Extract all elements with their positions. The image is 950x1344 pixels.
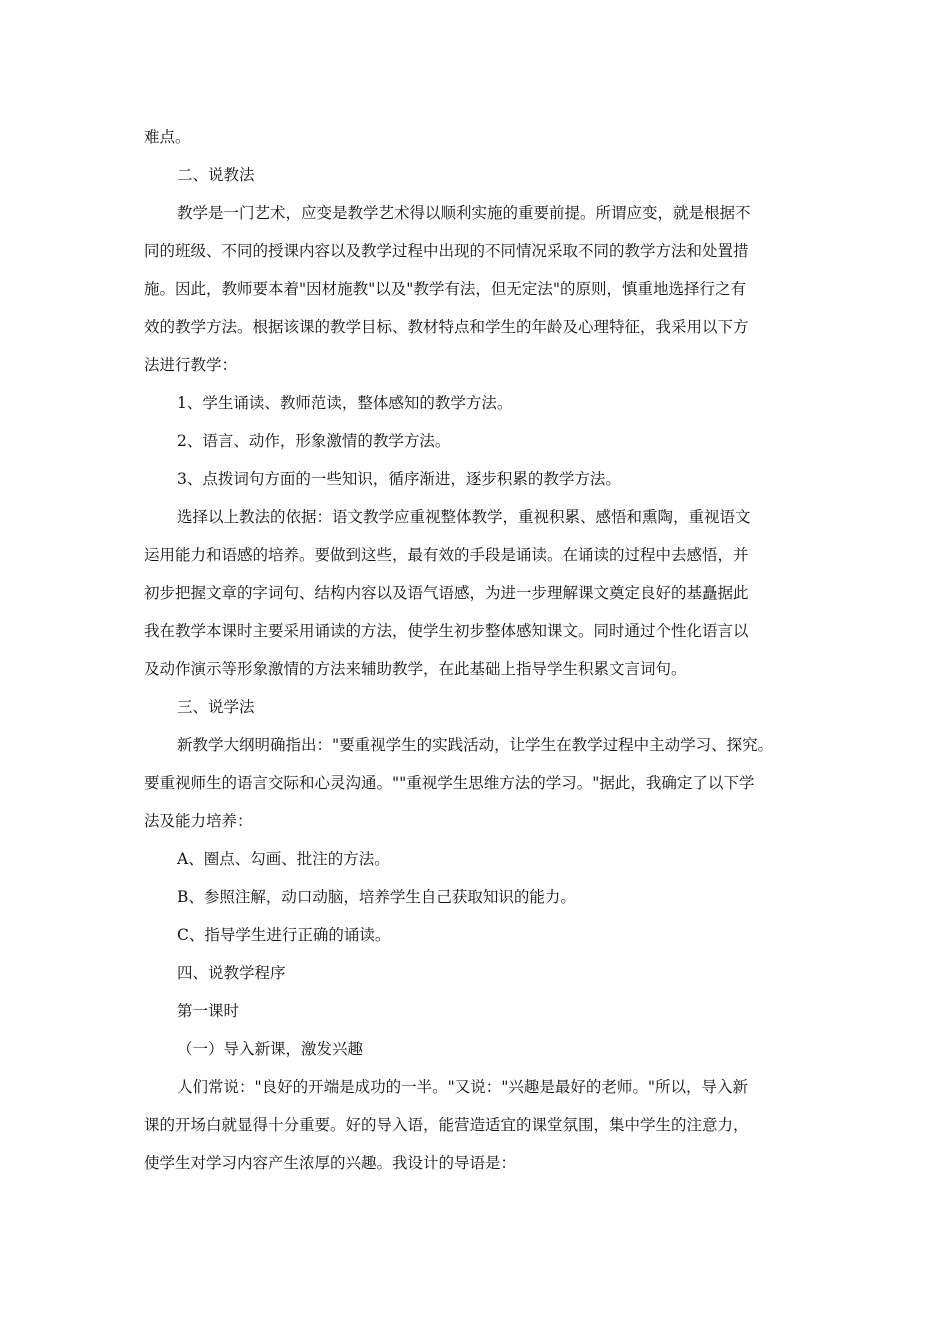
text-line: 法进行教学： <box>144 356 238 374</box>
text-line: 初步把握文章的字词句、结构内容以及语气语感，为进一步理解课文奠定良好的基矗据此 <box>144 584 749 602</box>
section-heading-teaching-method: 二、说教法 <box>177 166 255 184</box>
text-line: 运用能力和语感的培养。要做到这些，最有效的手段是诵读。在诵读的过程中去感悟，并 <box>144 546 749 564</box>
section-heading-learning-method: 三、说学法 <box>177 698 255 716</box>
text-line: 同的班级、不同的授课内容以及教学过程中出现的不同情况采取不同的教学方法和处置措 <box>144 242 749 260</box>
text-line: 选择以上教法的依据：语文教学应重视整体教学，重视积累、感悟和熏陶，重视语文 <box>177 508 751 526</box>
text-line: 人们常说："良好的开端是成功的一半。"又说："兴趣是最好的老师。"所以，导入新 <box>177 1078 749 1096</box>
text-line: 及动作演示等形象激情的方法来辅助教学，在此基础上指导学生积累文言词句。 <box>144 660 687 678</box>
list-item: 3、点拨词句方面的一些知识，循序渐进，逐步积累的教学方法。 <box>177 470 621 488</box>
subheading-introduction: （一）导入新课，激发兴趣 <box>177 1040 364 1058</box>
list-item: 1、学生诵读、教师范读，整体感知的教学方法。 <box>177 394 513 412</box>
section-heading-teaching-procedure: 四、说教学程序 <box>177 964 286 982</box>
document-body <box>144 118 816 1182</box>
text-line: 要重视师生的语言交际和心灵沟通。""重视学生思维方法的学习。"据此，我确定了以下学 <box>144 774 755 792</box>
text-line: 难点。 <box>144 128 191 146</box>
list-item: C、指导学生进行正确的诵读。 <box>177 926 391 944</box>
text-line: 课的开场白就显得十分重要。好的导入语，能营造适宜的课堂氛围，集中学生的注意力， <box>144 1116 749 1134</box>
text-line: 我在教学本课时主要采用诵读的方法，使学生初步整体感知课文。同时通过个性化语言以 <box>144 622 749 640</box>
list-item: 2、语言、动作，形象激情的教学方法。 <box>177 432 451 450</box>
text-line: 效的教学方法。根据该课的教学目标、教材特点和学生的年龄及心理特征，我采用以下方 <box>144 318 749 336</box>
text-line: 新教学大纲明确指出："要重视学生的实践活动，让学生在教学过程中主动学习、探究。 <box>177 736 774 754</box>
list-item: B、参照注解，动口动脑，培养学生自己获取知识的能力。 <box>177 888 576 906</box>
subheading-first-lesson: 第一课时 <box>177 1002 240 1020</box>
list-item: A、圈点、勾画、批注的方法。 <box>177 850 390 868</box>
text-line: 施。因此，教师要本着"因材施教"以及"教学有法，但无定法"的原则，慎重地选择行之有 <box>144 280 747 298</box>
text-line: 教学是一门艺术，应变是教学艺术得以顺利实施的重要前提。所谓应变，就是根据不 <box>177 204 751 222</box>
text-line: 法及能力培养： <box>144 812 253 830</box>
text-line: 使学生对学习内容产生浓厚的兴趣。我设计的导语是： <box>144 1154 517 1172</box>
